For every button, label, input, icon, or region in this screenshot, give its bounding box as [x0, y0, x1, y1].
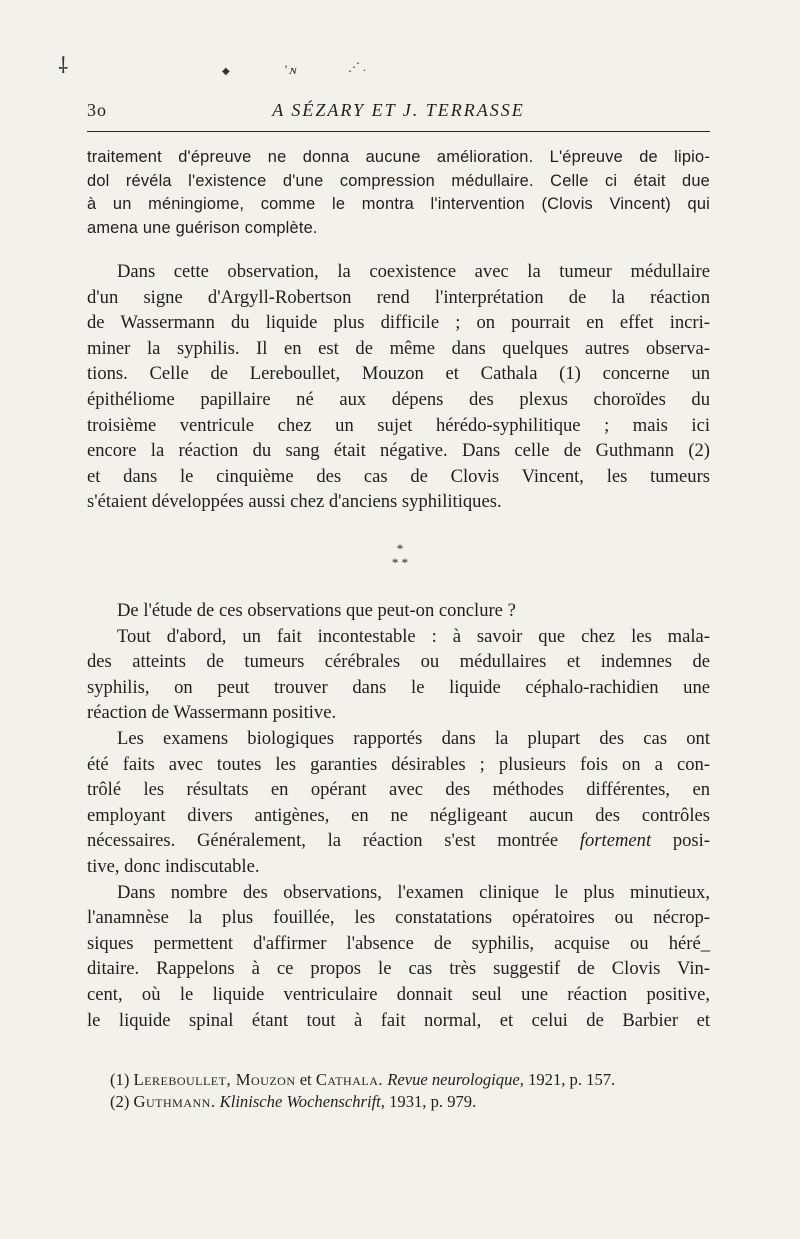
emphasis: fortement — [579, 830, 652, 852]
text-line: Dans cette observation, la coexistence avec la tumeur médullaire — [117, 261, 710, 282]
text-line: syphilis, on peut trouver dans le liquide céphalo-rachidien une — [87, 676, 710, 698]
page-number: 3o — [87, 100, 107, 120]
text-line: le liquide spinal étant tout à fait normal, et celui de Barbier et — [87, 1009, 710, 1031]
text-line: amena une guérison complète. — [87, 218, 318, 237]
footnote-number: (2) — [110, 1092, 130, 1111]
section-question: De l'étude de ces observations que peut-on conclure ? — [117, 600, 516, 621]
margin-mark: ' ɴ — [284, 62, 297, 77]
text-line: siques permettent d'affirmer l'absence de syphilis, acquise ou héré_ — [87, 932, 710, 954]
header-rule — [87, 131, 710, 132]
paragraph-observation — [87, 259, 710, 515]
page-header — [87, 98, 710, 128]
text-line: troisième ventricule chez un sujet hérédo-syphilitique ; mais ici — [87, 414, 710, 436]
text-line: miner la syphilis. Il en est de même dans quelques autres observa- — [87, 337, 710, 359]
margin-mark: ◆ — [222, 66, 230, 77]
footnote-authors: Lereboullet, Mouzon — [133, 1070, 296, 1089]
margin-mark: ⋰ . — [348, 60, 366, 74]
separator-top: * — [396, 541, 404, 556]
footnote-ref: 1921, p. 157. — [528, 1070, 616, 1089]
margin-mark: ⸸ — [58, 53, 69, 78]
text-line: des atteints de tumeurs cérébrales ou médullaires et indemnes de — [87, 651, 710, 673]
separator-bottom: * * — [391, 555, 409, 570]
text-line: s'étaient développées aussi chez d'anciens syphilitiques. — [87, 491, 502, 513]
running-head: A SÉZARY ET J. TERRASSE — [272, 100, 525, 120]
text-line: Dans nombre des observations, l'examen clinique le plus minutieux, — [117, 881, 710, 903]
text-line: ditaire. Rappelons à ce propos le cas très suggestif de Clovis Vin- — [87, 958, 710, 980]
footnote-authors: Cathala. — [315, 1070, 384, 1089]
footnote-2 — [110, 1091, 710, 1113]
text-line: et dans le cinquième des cas de Clovis Vincent, les tumeurs — [87, 465, 710, 487]
text-line: tive, donc indiscutable. — [87, 855, 260, 877]
footnotes — [110, 1069, 710, 1113]
text-run: nécessaires. Généralement, la réaction s'est montrée — [87, 830, 559, 852]
footnote-joiner: et — [299, 1070, 312, 1089]
text-line: à un méningiome, comme le montra l'intervention (Clovis Vincent) qui — [87, 195, 710, 214]
text-line: encore la réaction du sang était négative. Dans celle de Guthmann (2) — [87, 440, 710, 462]
conclusion-section — [87, 598, 710, 1033]
case-report-end — [87, 146, 710, 240]
footnote-ref: 1931, p. 979. — [389, 1092, 477, 1111]
text-line: de Wassermann du liquide plus difficile ; on pourrait en effet incri- — [87, 312, 710, 334]
text-line: Tout d'abord, un fait incontestable : à savoir que chez les mala- — [117, 625, 710, 647]
text-line: tions. Celle de Lereboullet, Mouzon et Cathala (1) concerne un — [87, 363, 710, 385]
margin-marks — [56, 48, 396, 88]
footnote-1 — [110, 1069, 710, 1091]
text-line: cent, où le liquide ventriculaire donnait seul une réaction positive, — [87, 983, 710, 1005]
text-line: Les examens biologiques rapportés dans la plupart des cas ont — [117, 727, 710, 749]
text-line: traitement d'épreuve ne donna aucune amélioration. L'épreuve de lipio- — [87, 148, 710, 166]
text-line: d'un signe d'Argyll-Robertson rend l'interprétation de la réaction — [87, 286, 710, 308]
footnote-journal: Revue neurologique, — [387, 1070, 524, 1089]
text-line: réaction de Wassermann positive. — [87, 702, 337, 724]
text-line — [87, 828, 710, 854]
text-run: posi- — [672, 830, 710, 852]
footnote-number: (1) — [110, 1070, 130, 1089]
text-line: été faits avec toutes les garanties désirables ; plusieurs fois on a con- — [87, 753, 710, 775]
text-line: trôlé les résultats en opérant avec des méthodes différentes, en — [87, 779, 710, 801]
text-line: dol révéla l'existence d'une compression médullaire. Celle ci était due — [87, 171, 710, 190]
text-line: épithéliome papillaire né aux dépens des plexus choroïdes du — [87, 388, 710, 410]
text-line: employant divers antigènes, en ne négligeant aucun des contrôles — [87, 804, 710, 826]
section-separator — [0, 542, 800, 570]
footnote-journal: Klinische Wochenschrift, — [219, 1092, 385, 1111]
text-line: l'anamnèse la plus fouillée, les constatations opératoires ou nécrop- — [87, 907, 710, 929]
footnote-authors: Guthmann. — [133, 1092, 216, 1111]
